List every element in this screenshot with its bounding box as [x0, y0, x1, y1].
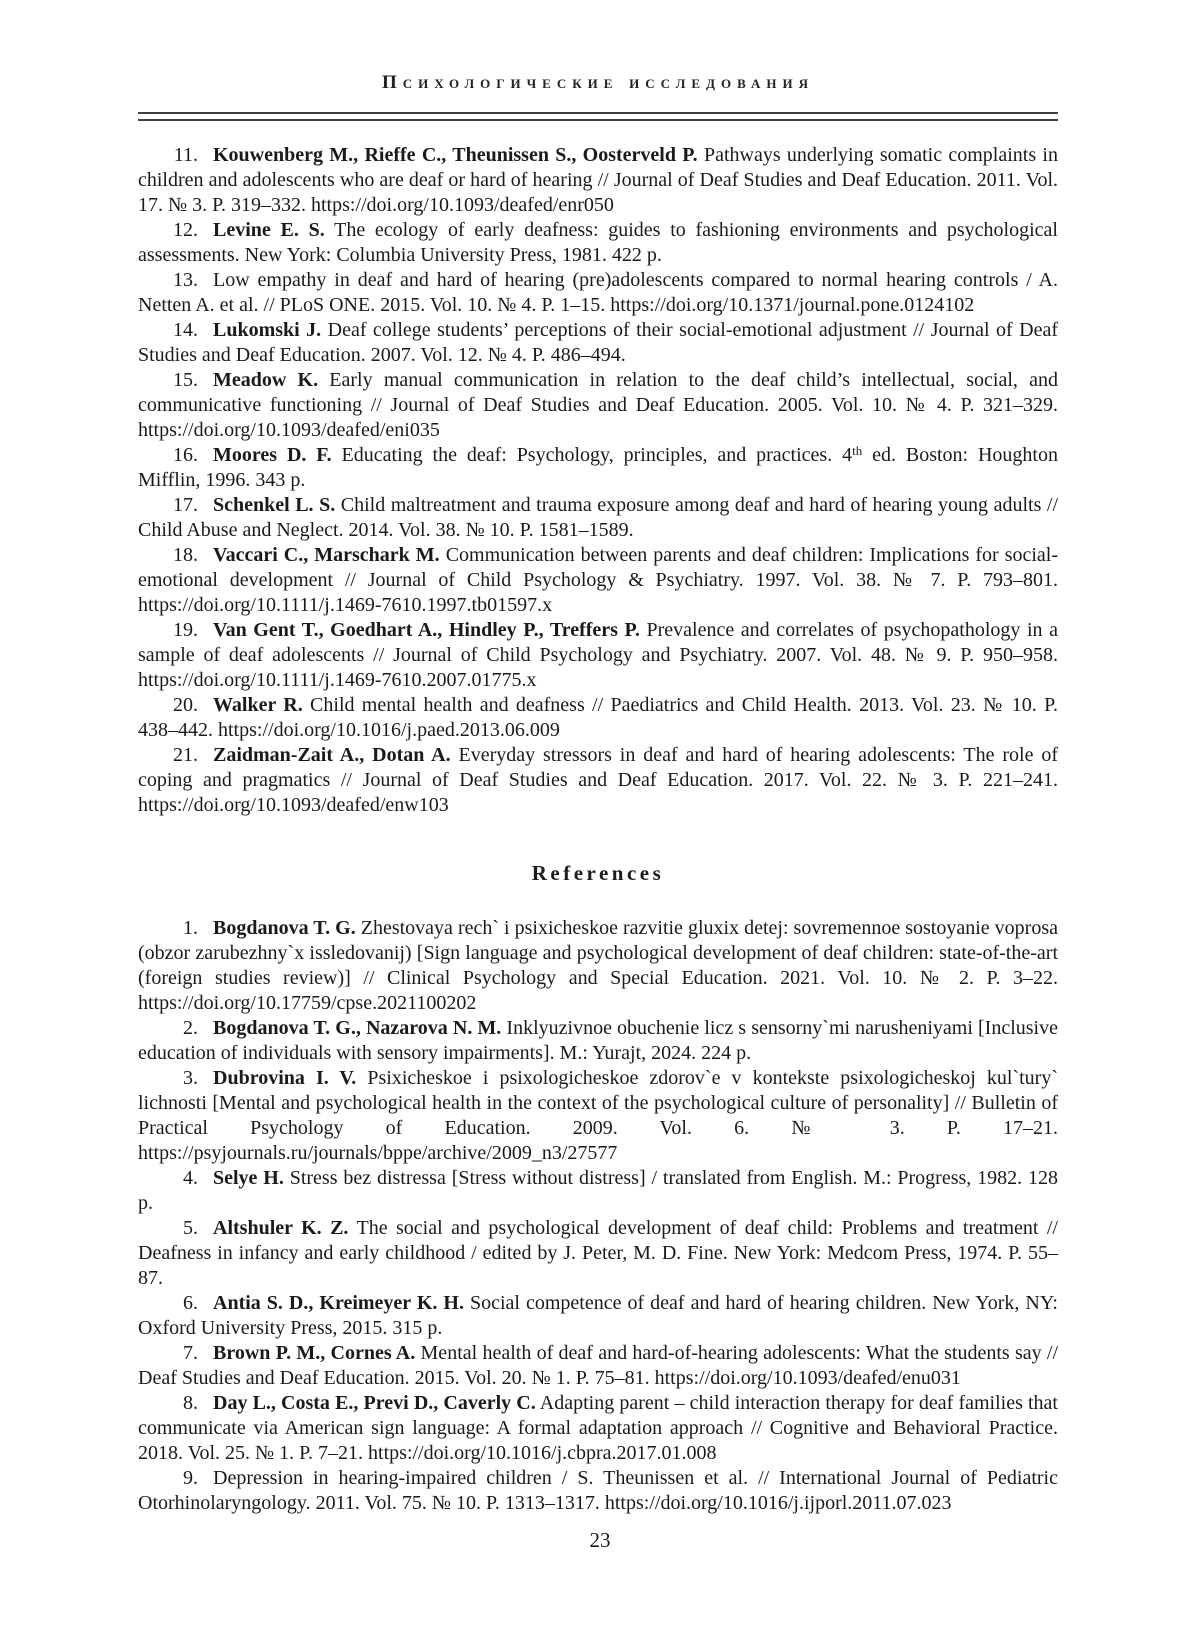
literature-list	[138, 143, 1058, 818]
item-number: 13.	[173, 269, 198, 291]
item-text: Depression in hearing-impaired children / S. Theunissen et al. // International Journal of Pediatric Otorhinolaryngology. 2011. Vol. 75. № 10. P. 1313–1317. https://doi.org/10.1016/j.ijporl.2011.07.023	[138, 1467, 1058, 1514]
item-authors: Selye H.	[213, 1167, 284, 1189]
item-text: The social and psychological development of deaf child: Problems and treatment // Deafness in infancy and early childhood / edited by J. Peter, M. D. Fine. New York: Medcom Press, 1974. P. 55–87.	[138, 1217, 1058, 1289]
reference-item	[138, 268, 1058, 318]
item-number: 16.	[173, 444, 198, 466]
reference-item	[138, 1391, 1058, 1466]
item-text: Inklyuzivnoe obuchenie licz s sensorny`mi narusheniyami [Inclusive education of individuals with sensory impairments]. M.: Yurajt, 2024. 224 p.	[138, 1017, 1058, 1064]
item-text: Stress bez distressa [Stress without distress] / translated from English. M.: Progress, 1982. 128 p.	[138, 1167, 1058, 1214]
reference-item	[138, 693, 1058, 743]
item-authors: Levine E. S.	[213, 219, 325, 241]
item-authors: Schenkel L. S.	[213, 494, 336, 516]
item-text: Child maltreatment and trauma exposure among deaf and hard of hearing young adults // Child Abuse and Neglect. 2014. Vol. 38. № 10. P. 1581–1589.	[138, 494, 1058, 541]
item-number: 2.	[183, 1017, 198, 1039]
item-authors: Moores D. F.	[213, 444, 332, 466]
reference-item	[138, 743, 1058, 818]
item-number: 21.	[173, 744, 198, 766]
reference-item	[138, 318, 1058, 368]
item-authors: Day L., Costa E., Previ D., Caverly C.	[213, 1392, 536, 1414]
item-authors: Zaidman-Zait A., Dotan A.	[213, 744, 451, 766]
item-text: Everyday stressors in deaf and hard of hearing adolescents: The role of coping and pragmatics // Journal of Deaf Studies and Deaf Education. 2017. Vol. 22. № 3. P. 221–241. https://doi.org/10.1093/deafed/enw103	[138, 744, 1058, 816]
double-rule-divider	[138, 112, 1058, 121]
item-number: 11.	[173, 144, 198, 166]
reference-item	[138, 368, 1058, 443]
item-number: 15.	[173, 369, 198, 391]
item-authors: Meadow K.	[213, 369, 319, 391]
item-text: Low empathy in deaf and hard of hearing (pre)adolescents compared to normal hearing controls / A. Netten A. et al. // PLoS ONE. 2015. Vol. 10. № 4. P. 1–15. https://doi.org/10.1371/journal.pone.0124102	[138, 269, 1058, 316]
item-number: 9.	[183, 1467, 198, 1489]
masthead	[138, 0, 1058, 121]
reference-item	[138, 443, 1058, 493]
reference-item	[138, 493, 1058, 543]
reference-item	[138, 1341, 1058, 1391]
reference-item	[138, 1216, 1058, 1291]
item-authors: Kouwenberg M., Rieffe C., Theunissen S., Oosterveld P.	[213, 144, 698, 166]
item-number: 19.	[173, 619, 198, 641]
item-number: 7.	[183, 1342, 198, 1364]
item-text: Zhestovaya rech` i psixicheskoe razvitie gluxix detej: sovremennoe sostoyanie voprosa (obzor zarubezhny`x issledovanij) [Sign language and psychological development of deaf children: state-of-the-art (foreign studies review)] // Clinical Psychology and Special Education. 2021. Vol. 10. № 2. P. 3–22. https://doi.org/10.17759/cpse.2021100202	[138, 917, 1059, 1014]
reference-item	[138, 1291, 1058, 1341]
reference-item	[138, 1016, 1058, 1066]
item-text: Mental health of deaf and hard-of-hearing adolescents: What the students say // Deaf Studies and Deaf Education. 2015. Vol. 20. № 1. P. 75–81. https://doi.org/10.1093/deafed/enu031	[138, 1342, 1059, 1389]
item-number: 3.	[183, 1067, 198, 1089]
item-text: Social competence of deaf and hard of hearing children. New York, NY: Oxford University Press, 2015. 315 p.	[138, 1292, 1058, 1339]
reference-item	[138, 218, 1058, 268]
item-number: 5.	[183, 1217, 198, 1239]
item-authors: Bogdanova T. G.	[213, 917, 356, 939]
item-authors: Lukomski J.	[213, 319, 322, 341]
item-number: 20.	[173, 694, 198, 716]
reference-item	[138, 618, 1058, 693]
references-list	[138, 916, 1058, 1516]
item-number: 4.	[183, 1167, 198, 1189]
item-authors: Altshuler K. Z.	[213, 1217, 349, 1239]
item-number: 14.	[173, 319, 198, 341]
item-number: 18.	[173, 544, 198, 566]
item-number: 12.	[173, 219, 198, 241]
item-number: 8.	[183, 1392, 198, 1414]
item-authors: Vaccari C., Marschark M.	[213, 544, 440, 566]
item-text: Early manual communication in relation to the deaf child’s intellectual, social, and communicative functioning // Journal of Deaf Studies and Deaf Education. 2005. Vol. 10. № 4. P. 321–329. https://doi.org/10.1093/deafed/eni035	[138, 369, 1058, 441]
running-head-title: Психологические исследования	[381, 72, 815, 93]
item-authors: Van Gent T., Goedhart A., Hindley P., Treffers P.	[213, 619, 640, 641]
references-heading: References	[531, 861, 665, 885]
page-number: 23	[589, 1528, 611, 1552]
reference-item	[138, 1466, 1058, 1516]
item-number: 1.	[183, 917, 198, 939]
item-authors: Dubrovina I. V.	[213, 1067, 357, 1089]
item-text: Deaf college students’ perceptions of their social-emotional adjustment // Journal of Deaf Studies and Deaf Education. 2007. Vol. 12. № 4. P. 486–494.	[138, 319, 1058, 366]
item-text: Pathways underlying somatic complaints in children and adolescents who are deaf or hard of hearing // Journal of Deaf Studies and Deaf Education. 2011. Vol. 17. № 3. P. 319–332. https://doi.org/10.1093/deafed/enr050	[138, 144, 1058, 216]
item-text: Prevalence and correlates of psychopathology in a sample of deaf adolescents // Journal of Child Psychology and Psychiatry. 2007. Vol. 48. № 9. P. 950–958. https://doi.org/10.1111/j.1469-7610.2007.01775.x	[138, 619, 1059, 691]
item-number: 17.	[173, 494, 198, 516]
reference-item	[138, 1066, 1058, 1166]
item-authors: Brown P. M., Cornes A.	[213, 1342, 416, 1364]
reference-item	[138, 1166, 1058, 1216]
item-text: Psixicheskoe i psixologicheskoe zdorov`e v kontekste psixologicheskoj kul`tury` lichnosti [Mental and psychological health in the context of the psychological culture of personality] // Bulletin of Practical Psychology of Education. 2009. Vol. 6. № 3. P. 17–21. https://psyjournals.ru/journals/bppe/archive/2009_n3/27577	[138, 1067, 1058, 1164]
item-authors: Walker R.	[213, 694, 303, 716]
reference-item	[138, 916, 1058, 1016]
reference-item	[138, 543, 1058, 618]
item-text: ed. Boston: Houghton Mifflin, 1996. 343 p.	[138, 444, 1058, 491]
item-text: The ecology of early deafness: guides to fashioning environments and psychological assessments. New York: Columbia University Press, 1981. 422 p.	[138, 219, 1058, 266]
reference-item	[138, 143, 1058, 218]
item-text: Communication between parents and deaf children: Implications for social-emotional development // Journal of Child Psychology & Psychiatry. 1997. Vol. 38. № 7. P. 793–801. https://doi.org/10.1111/j.1469-7610.1997.tb01597.x	[138, 544, 1059, 616]
item-text: Adapting parent – child interaction therapy for deaf families that communicate via American sign language: A formal adaptation approach // Cognitive and Behavioral Practice. 2018. Vol. 25. № 1. P. 7–21. https://doi.org/10.1016/j.cbpra.2017.01.008	[138, 1392, 1058, 1464]
item-authors: Bogdanova T. G., Nazarova N. M.	[213, 1017, 502, 1039]
item-text: Child mental health and deafness // Paediatrics and Child Health. 2013. Vol. 23. № 10. P. 438–442. https://doi.org/10.1016/j.paed.2013.06.009	[138, 694, 1058, 741]
item-superscript: th	[852, 443, 863, 458]
item-authors: Antia S. D., Kreimeyer K. H.	[213, 1292, 464, 1314]
item-number: 6.	[183, 1292, 198, 1314]
item-text: Educating the deaf: Psychology, principles, and practices. 4	[331, 444, 853, 466]
